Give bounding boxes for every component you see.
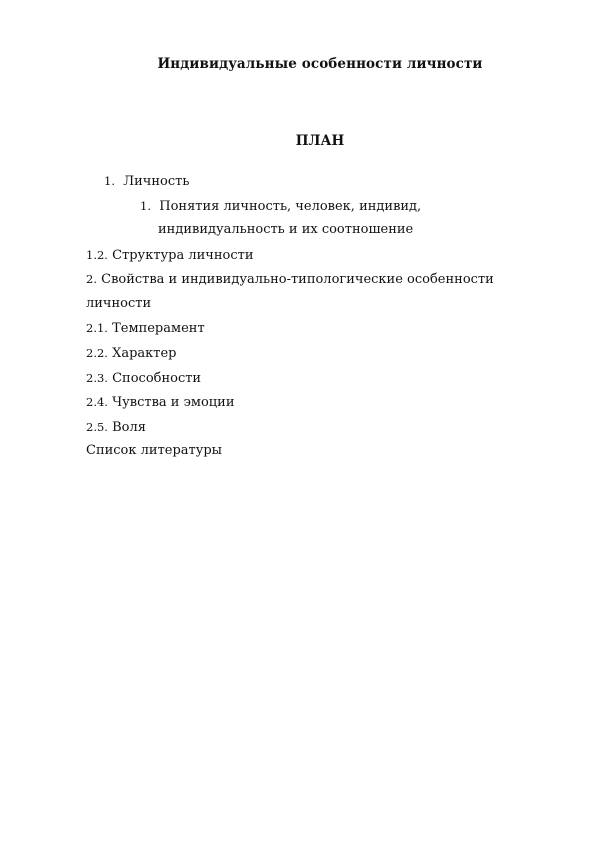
plan-references [86,443,222,459]
plan-item-2-5 [86,419,146,436]
plan-item-number: 1.2. [86,248,108,262]
plan-item-label: Чувства и эмоции [112,395,235,410]
plan-item-number: 1. [140,199,151,213]
plan-item-1 [104,173,189,190]
plan-heading: ПЛАН [295,133,345,149]
plan-item-number: 2.3. [86,371,108,385]
plan-item-number: 2.5. [86,420,108,434]
plan-item-number: 2.4. [86,395,108,409]
plan-item-2-2 [86,345,177,362]
plan-item-label: Личность [123,174,190,189]
plan-item-1-1 [140,198,421,215]
plan-item-2 [86,271,494,288]
plan-item-label: индивидуальность и их соотношение [158,222,414,237]
plan-item-label: личности [86,296,152,311]
plan-item-number: 2. [86,272,97,286]
plan-item-label: Характер [112,346,177,361]
document-title: Индивидуальные особенности личности [157,56,483,72]
plan-item-2-continuation [86,296,151,312]
plan-item-2-1 [86,320,205,337]
plan-item-2-3 [86,370,201,387]
plan-item-1-1-continuation [158,222,413,238]
plan-item-label: Понятия личность, человек, индивид, [159,199,422,214]
plan-item-label: Воля [112,420,146,435]
plan-item-number: 2.2. [86,346,108,360]
plan-item-label: Список литературы [86,443,223,458]
plan-item-number: 2.1. [86,321,108,335]
plan-item-number: 1. [104,174,115,188]
plan-item-label: Свойства и индивидуально-типологические особенности [101,272,494,287]
plan-item-label: Структура личности [112,248,254,263]
plan-item-2-4 [86,394,235,411]
plan-item-1-2 [86,247,254,264]
plan-item-label: Темперамент [112,321,205,336]
plan-item-label: Способности [112,371,202,386]
